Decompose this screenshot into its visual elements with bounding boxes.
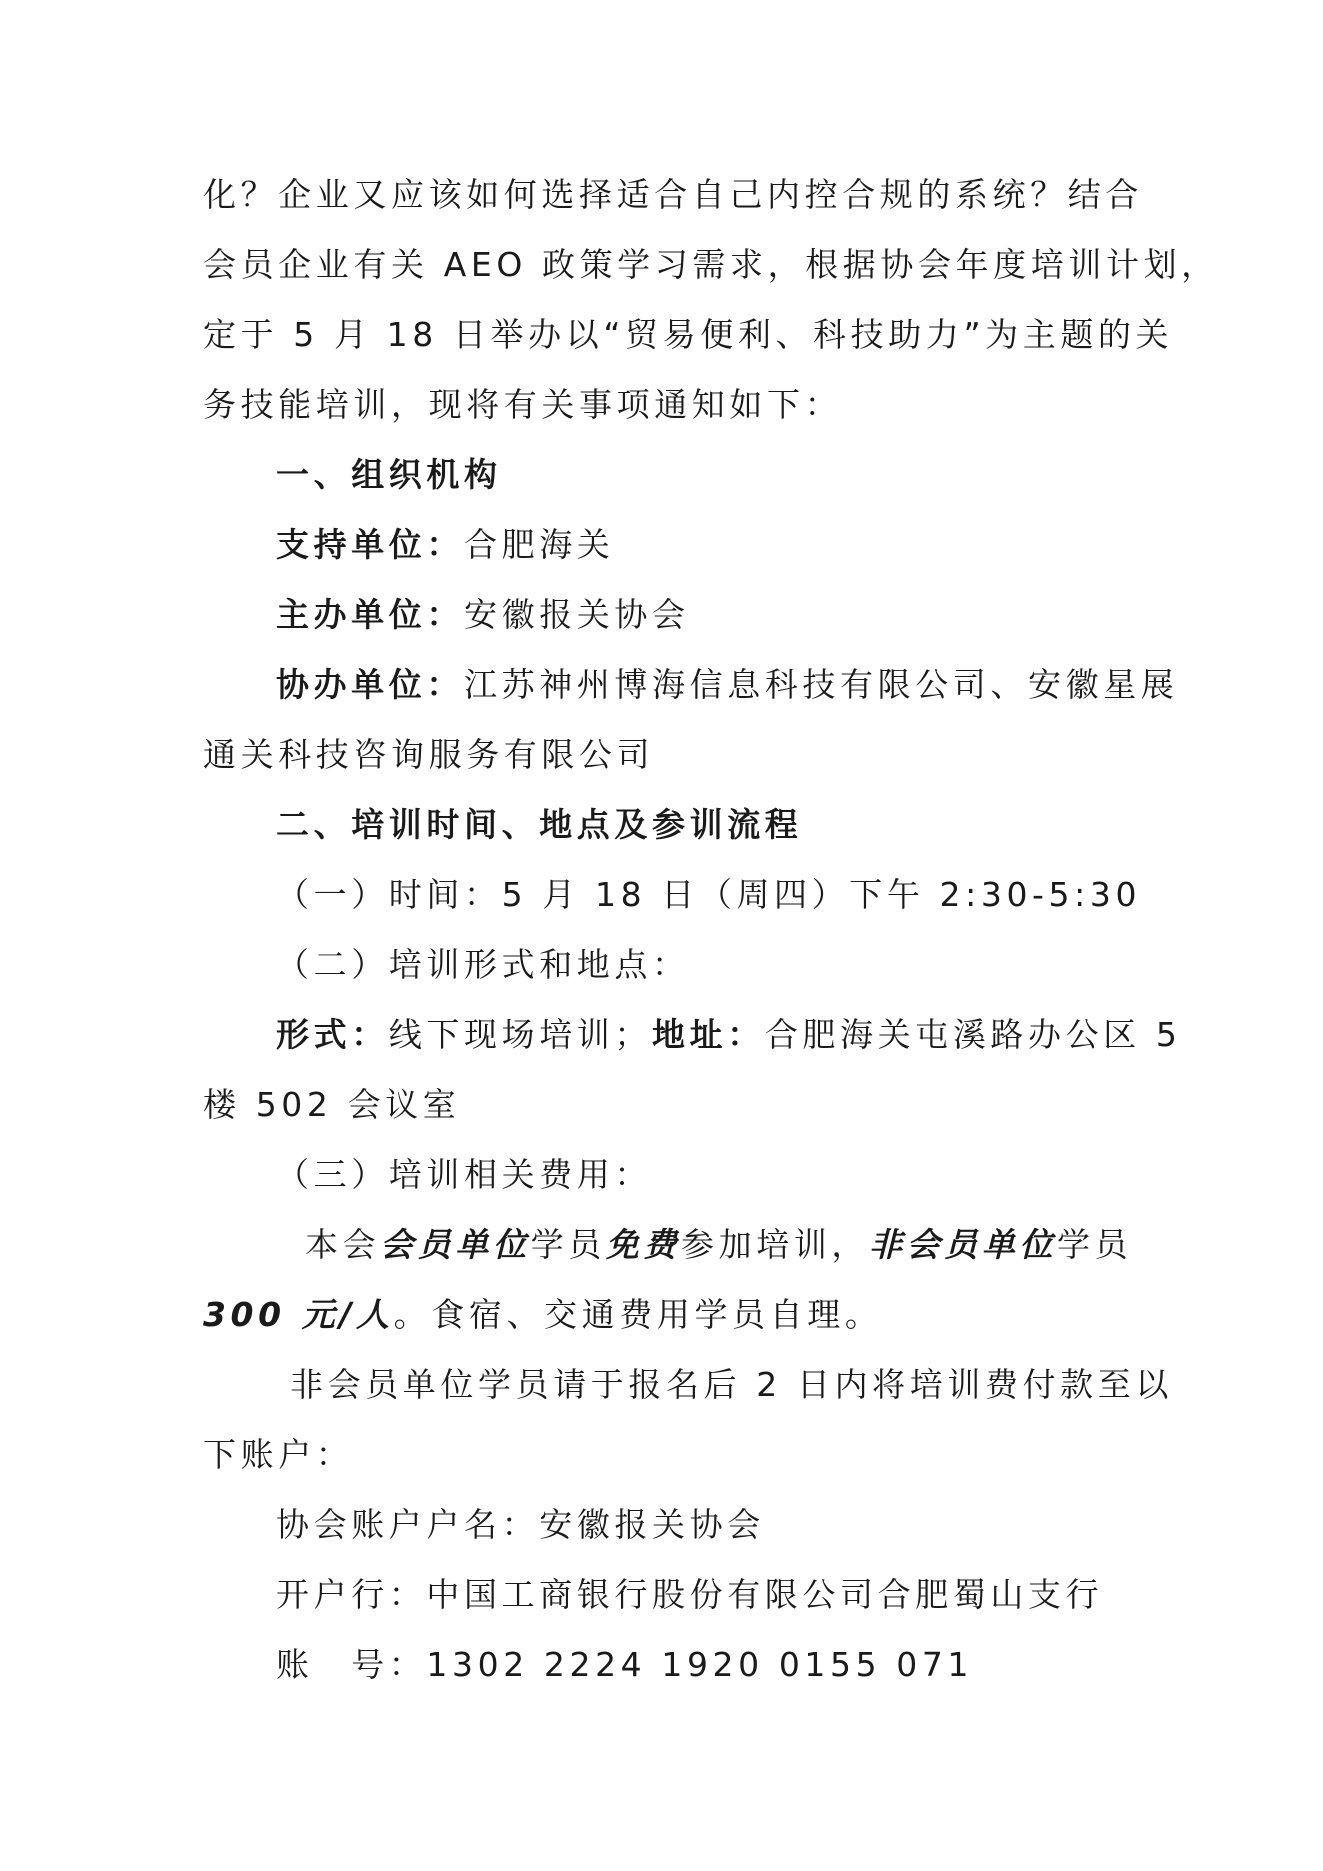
form-address-line bbox=[276, 1015, 1182, 1055]
fee-text-a: 本会 bbox=[305, 1225, 381, 1264]
member-unit-emphasis: 会员单位 bbox=[380, 1225, 531, 1264]
account-name: 协会账户户名：安徽报关协会 bbox=[276, 1505, 765, 1544]
account-number-value: 1302 2224 1920 0155 071 bbox=[426, 1645, 974, 1684]
fee-text-c: 学员 bbox=[530, 1225, 606, 1264]
payment-instruction-line-1: 非会员单位学员请于报名后 2 日内将培训费付款至以 bbox=[290, 1365, 1173, 1404]
fee-text-g: 学员 bbox=[1057, 1225, 1133, 1264]
host-unit-value: 安徽报关协会 bbox=[464, 595, 690, 634]
intro-line-2: 会员企业有关 AEO 政策学习需求，根据协会年度培训计划， bbox=[203, 245, 1219, 284]
fee-heading: （三）培训相关费用： bbox=[276, 1155, 652, 1194]
co-unit bbox=[276, 665, 1178, 705]
non-member-unit-emphasis: 非会员单位 bbox=[869, 1225, 1058, 1264]
fee-amount-emphasis: 300 元/人 bbox=[203, 1295, 394, 1334]
bank-name: 开户行：中国工商银行股份有限公司合肥蜀山支行 bbox=[276, 1575, 1104, 1614]
intro-line-3: 定于 5 月 18 日举办以“贸易便利、科技助力”为主题的关 bbox=[203, 315, 1174, 354]
free-emphasis: 免费 bbox=[605, 1225, 682, 1264]
form-heading: （二）培训形式和地点： bbox=[276, 945, 690, 984]
intro-line-4: 务技能培训，现将有关事项通知如下： bbox=[203, 385, 843, 424]
address-value-2: 楼 502 会议室 bbox=[203, 1085, 461, 1124]
address-label: 地址： bbox=[652, 1015, 765, 1054]
support-unit-value: 合肥海关 bbox=[464, 525, 615, 564]
support-unit-label: 支持单位： bbox=[276, 525, 464, 564]
host-unit bbox=[276, 595, 690, 635]
fee-paragraph-line-1 bbox=[305, 1225, 1132, 1265]
intro-line-1: 化？企业又应该如何选择适合自己内控合规的系统？结合 bbox=[203, 175, 1143, 214]
account-number bbox=[276, 1645, 973, 1685]
fee-text-e: 参加培训， bbox=[681, 1225, 870, 1264]
section2-heading: 二、培训时间、地点及参训流程 bbox=[276, 805, 803, 844]
fee-paragraph-line-2 bbox=[203, 1295, 882, 1335]
time-line: （一）时间：5 月 18 日（周四）下午 2:30-5:30 bbox=[276, 875, 1142, 914]
co-unit-value-2: 通关科技咨询服务有限公司 bbox=[203, 735, 655, 774]
form-label: 形式： bbox=[276, 1015, 389, 1054]
fee-text-i: 。食宿、交通费用学员自理。 bbox=[393, 1295, 883, 1334]
account-number-label: 账 号： bbox=[276, 1645, 427, 1684]
support-unit bbox=[276, 525, 614, 565]
payment-instruction-line-2: 下账户： bbox=[203, 1435, 354, 1474]
co-unit-label: 协办单位： bbox=[276, 665, 464, 704]
address-value-1: 合肥海关屯溪路办公区 5 bbox=[764, 1015, 1182, 1054]
form-value: 线下现场培训； bbox=[388, 1015, 653, 1054]
host-unit-label: 主办单位： bbox=[276, 595, 464, 634]
co-unit-value-1: 江苏神州博海信息科技有限公司、安徽星展 bbox=[464, 665, 1179, 704]
section1-heading: 一、组织机构 bbox=[276, 455, 502, 494]
